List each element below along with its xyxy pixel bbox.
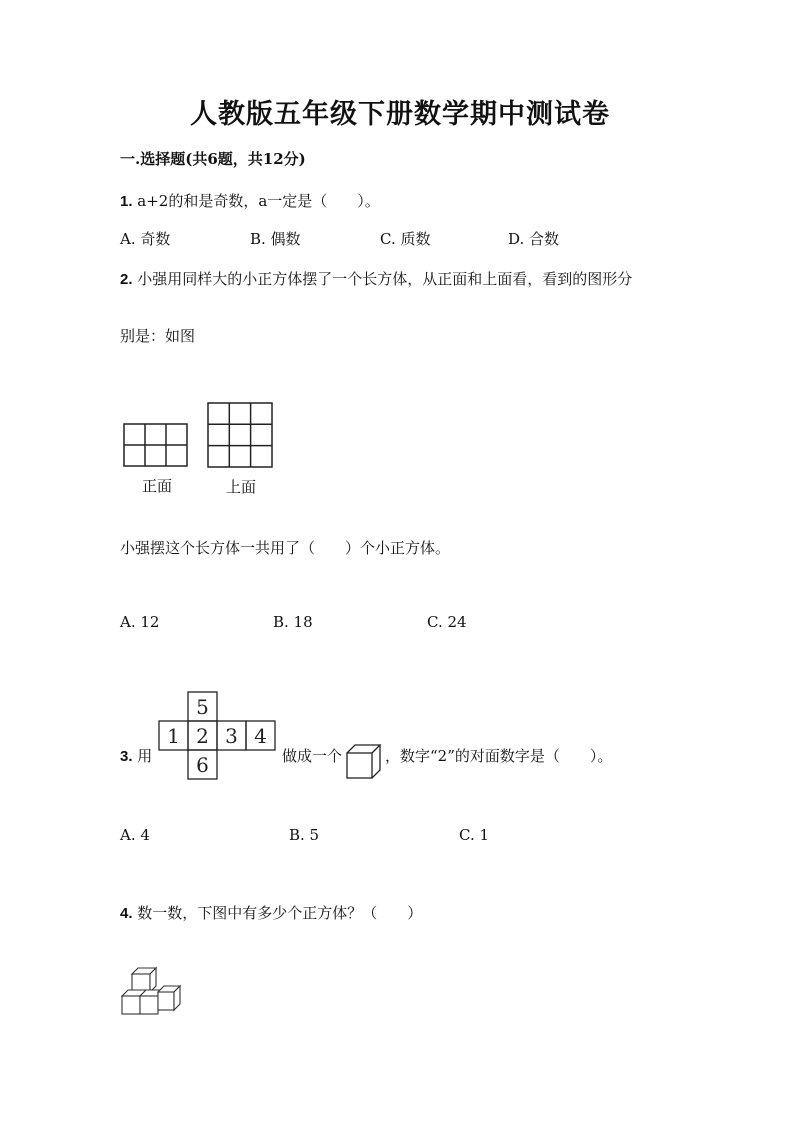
question-3-middle: 做成一个 xyxy=(282,747,343,765)
q3-option-a: A. 4 xyxy=(120,826,150,844)
question-1-number: 1. xyxy=(120,193,133,210)
front-view-figure xyxy=(123,423,191,469)
net-number: 2 xyxy=(196,724,209,748)
q2-option-a: A. 12 xyxy=(120,613,160,631)
q3-option-b: B. 5 xyxy=(289,826,320,844)
cube-net-figure xyxy=(158,690,278,782)
question-3-suffix: ，数字“2”的对面数字是（ ）。 xyxy=(385,747,613,765)
front-view-label: 正面 xyxy=(142,477,173,495)
question-2-text-line2: 别是：如图 xyxy=(120,327,196,345)
question-4-text: 数一数，下图中有多少个正方体？（ ） xyxy=(137,904,423,922)
question-2-text-line1: 小强用同样大的小正方体摆了一个长方体，从正面和上面看，看到的图形分 xyxy=(137,270,633,288)
question-3-number: 3. xyxy=(120,748,133,765)
cube-icon xyxy=(345,743,383,781)
question-4-number: 4. xyxy=(120,905,133,922)
q2-option-c: C. 24 xyxy=(427,613,467,631)
q3-option-c: C. 1 xyxy=(459,826,490,844)
question-1 xyxy=(120,190,380,211)
page-title: 人教版五年级下册数学期中测试卷 xyxy=(190,99,610,130)
question-2-prompt: 小强摆这个长方体一共用了（ ）个小正方体。 xyxy=(120,539,451,557)
question-2 xyxy=(120,268,632,289)
question-3-prefix xyxy=(120,745,152,766)
net-number: 6 xyxy=(196,753,209,777)
net-number: 3 xyxy=(225,724,238,748)
question-4 xyxy=(120,902,422,923)
q2-option-b: B. 18 xyxy=(273,613,313,631)
question-2-number: 2. xyxy=(120,271,133,288)
question-1-text: a+2的和是奇数，a一定是（ ）。 xyxy=(137,192,380,210)
question-3-prefix-text: 用 xyxy=(137,747,153,765)
q1-option-d: D. 合数 xyxy=(508,230,560,248)
q1-option-b: B. 偶数 xyxy=(250,230,301,248)
q1-option-c: C. 质数 xyxy=(380,230,431,248)
net-number: 5 xyxy=(196,695,209,719)
stacked-cubes-figure xyxy=(118,962,184,1018)
top-view-label: 上面 xyxy=(226,478,257,496)
net-number: 1 xyxy=(167,724,180,748)
q1-option-a: A. 奇数 xyxy=(120,230,171,248)
net-number: 4 xyxy=(254,724,267,748)
top-view-figure xyxy=(207,402,275,470)
section-heading: 一.选择题(共6题，共12分) xyxy=(120,150,306,168)
